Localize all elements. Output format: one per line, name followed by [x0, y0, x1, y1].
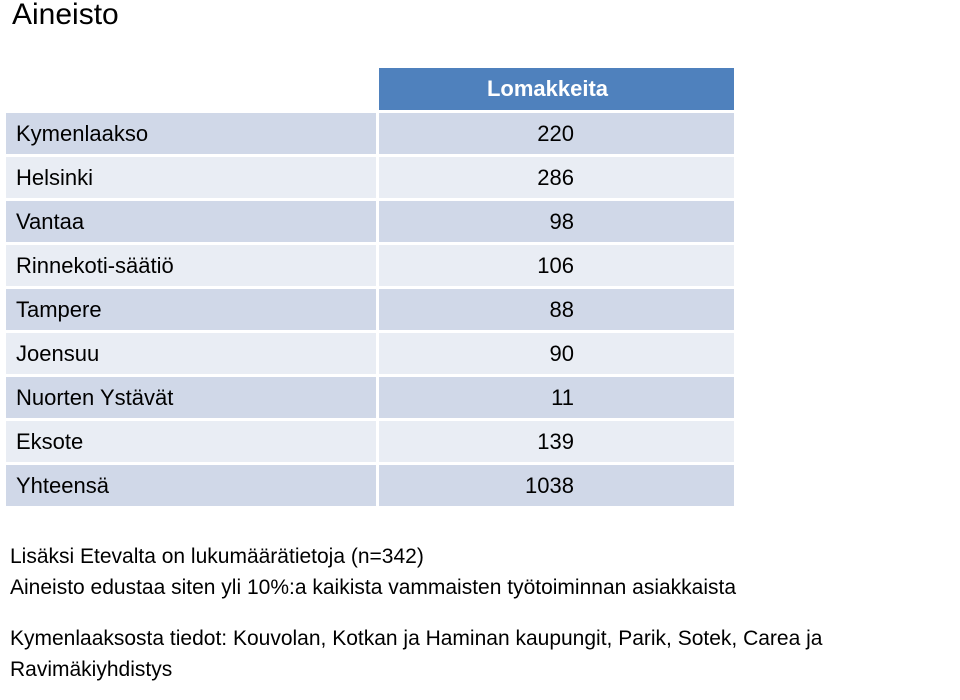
- note-coverage: Aineisto edustaa siten yli 10%:a kaikista vammaisten työtoiminnan asiakkaista: [10, 576, 737, 599]
- row-name: Joensuu: [6, 333, 379, 377]
- row-name: Tampere: [6, 289, 379, 333]
- table-row-total: [6, 465, 734, 509]
- table-row: [6, 201, 734, 245]
- row-name: Helsinki: [6, 157, 379, 201]
- note-kymenlaakso-sources: Kymenlaaksosta tiedot: Kouvolan, Kotkan ja Haminan kaupungit, Parik, Sotek, Carea ja Ravimäkiyhdistys: [10, 627, 823, 681]
- header-empty-cell: [6, 68, 379, 113]
- table-row: [6, 113, 734, 157]
- row-value: 220: [379, 113, 734, 157]
- row-value: 88: [379, 289, 734, 333]
- table-row: [6, 289, 734, 333]
- table-row: [6, 245, 734, 289]
- row-name: Rinnekoti-säätiö: [6, 245, 379, 289]
- note-etevalta: Lisäksi Etevalta on lukumäärätietoja (n=342): [10, 545, 424, 568]
- row-value: 106: [379, 245, 734, 289]
- row-value: 286: [379, 157, 734, 201]
- row-name: Kymenlaakso: [6, 113, 379, 157]
- row-value: 11: [379, 377, 734, 421]
- notes-section: [10, 541, 960, 685]
- row-name: Nuorten Ystävät: [6, 377, 379, 421]
- row-name: Eksote: [6, 421, 379, 465]
- data-table: [6, 68, 734, 509]
- row-name: Vantaa: [6, 201, 379, 245]
- column-header-lomakkeita: Lomakkeita: [379, 68, 734, 113]
- table-row: [6, 377, 734, 421]
- row-value: 90: [379, 333, 734, 377]
- page-title: Aineisto: [12, 0, 119, 31]
- table-row: [6, 333, 734, 377]
- row-value: 139: [379, 421, 734, 465]
- row-name: Yhteensä: [6, 465, 379, 509]
- row-value: 1038: [379, 465, 734, 509]
- table-row: [6, 157, 734, 201]
- row-value: 98: [379, 201, 734, 245]
- table-row: [6, 421, 734, 465]
- table-header-row: [6, 68, 734, 113]
